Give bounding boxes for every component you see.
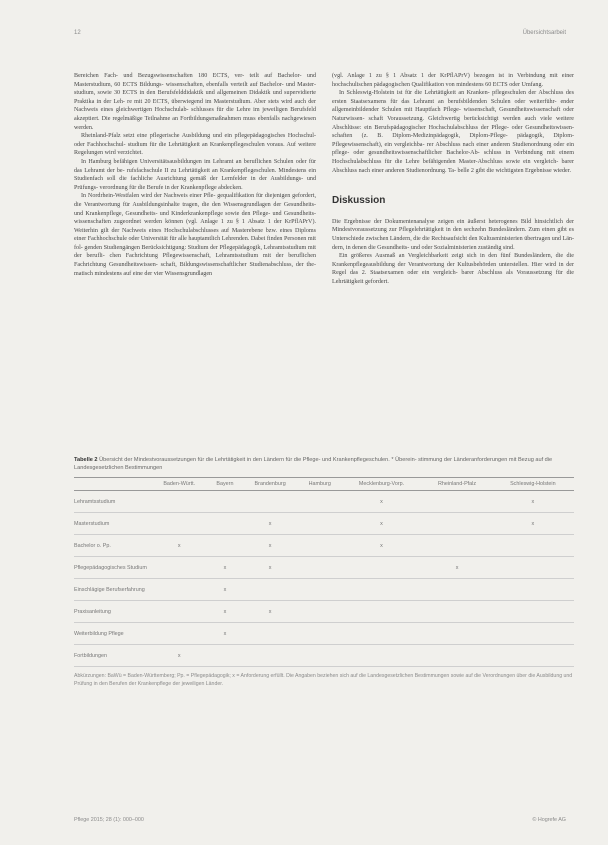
table-cell xyxy=(299,535,341,557)
row-label: Fortbildungen xyxy=(74,645,150,667)
table-cell: x xyxy=(492,513,574,535)
row-label: Bachelor o. Pp. xyxy=(74,535,150,557)
table-cell xyxy=(299,579,341,601)
table-cell xyxy=(341,557,423,579)
table-cell xyxy=(208,535,241,557)
table-cell xyxy=(150,601,208,623)
table-row xyxy=(74,645,574,667)
column-header: Rheinland-Pfalz xyxy=(422,478,491,491)
table-cell xyxy=(492,645,574,667)
table-row xyxy=(74,491,574,513)
two-column-body xyxy=(74,72,574,452)
table-cell xyxy=(299,491,341,513)
table-footnote: Abkürzungen: BaWü = Baden-Württemberg; Pp. = Pflegepädagogik; x = Anforderung erfüllt. Die Angaben beziehen sich auf die Landesgesetzlichen Bestimmungen sowie auf die Verordnungen über die Ausbildung und Prüfung in den Berufen der Krankenpflege der jeweiligen Länder. xyxy=(74,673,573,687)
table-cell: x xyxy=(208,623,241,645)
paragraph: In Hamburg befähigen Universitätsausbildungen im Lehramt an beruflichen Schulen oder für das Lehramt der be- rufsfachschule II zu Lehrtätigkeit an Krankenpflegeschulen. Mindestens ein Studienfach soll die fachliche Ausrichtung gemäß der Lernfelder in der Ausbildungs- und Prüfungs- verordnung für die Berufe in der Krankenpflege abdecken. xyxy=(74,158,316,191)
table-cell xyxy=(150,513,208,535)
table-row xyxy=(74,557,574,579)
page-footer xyxy=(74,817,566,823)
table-cell xyxy=(241,579,298,601)
right-column xyxy=(332,72,574,452)
column-header: Brandenburg xyxy=(241,478,298,491)
table-cell xyxy=(341,579,423,601)
table-cell xyxy=(150,557,208,579)
section-heading-discussion: Diskussion xyxy=(332,195,386,207)
table-cell xyxy=(492,601,574,623)
table-cell xyxy=(299,557,341,579)
paragraph: In Nordrhein-Westfalen wird der Nachweis einer Pfle- gequalifikation für diejenigen gefordert, die Verantwortung für Ausbildungsinhalte tragen, die den Wissensgrundlagen der Gesundheits- und Krankenpflege, Gesundheits- und Kinderkrankenpflege sowie den Pflege- und Gesundheits- wissenschaften zugeordnet werden können (vgl. Anlage 1 zu § 1 Absatz 1 der KrPflAPrV). Weiterhin gilt der Nachweis eines Hochschulabschlusses auf Masterebene bzw. eines Diploms einer Fachhochschule oder Universität für alle hauptamtlich Lehrenden. Dabei finden Personen mit fol- genden Studiengängen Berücksichtigung: Studium der Pflegepädagogik, Lehramtsstudium mit der berufli- chen Fachrichtung Pflegewissenschaft, Lehramtsstudium mit der beruflichen Fachrichtung Gesundheitswissen- schaft, Bildungswissenschaftlicher Studienabschluss, der the- matisch mindestens auf eine der vier Wissensgrundlagen xyxy=(74,193,316,277)
paragraph: Rheinland-Pfalz setzt eine pflegerische Ausbildung und ein pflegepädagogisches Hochschul- oder Fachhochschul- studium für die Lehrtätigkeit an Krankenpflegeschulen voraus. Auf weitere Regelungen wird verzichtet. xyxy=(74,133,316,157)
table-cell xyxy=(341,623,423,645)
table-cell xyxy=(150,491,208,513)
table-cell: x xyxy=(208,557,241,579)
table-cell: x xyxy=(241,513,298,535)
table-cell xyxy=(208,491,241,513)
column-header: Mecklenburg-Vorp. xyxy=(341,478,423,491)
table-cell xyxy=(422,601,491,623)
table-cell xyxy=(422,579,491,601)
table-cell xyxy=(241,491,298,513)
table-cell: x xyxy=(208,579,241,601)
table-caption-text: Übersicht der Mindestvoraussetzungen für die Lehrtätigkeit in den Ländern für die Pflege- und Krankenpflegeschulen. * Überein- stimmung der Länderanforderungen mit Bezug auf die Landesgesetzlichen Bestimmungen xyxy=(74,457,553,471)
column-header: Bayern xyxy=(208,478,241,491)
column-header: Schleswig-Holstein xyxy=(492,478,574,491)
footer-publisher: © Hogrefe AG xyxy=(532,817,566,823)
table-cell xyxy=(241,645,298,667)
paragraph: In Schleswig-Holstein ist für die Lehrtätigkeit an Kranken- pflegeschulen der Abschluss des ersten Staatsexamens für das Lehramt an berufsbildenden Schulen oder weiterführ- ender allgemeinbildender Schulen mit Hauptfach Pflege- wissenschaft, Gesundheitswissenschaft oder Naturwissen- schaft Voraussetzung. Gleichwertig berücksichtigt werden auch viele weitere Abschlüsse: ein Berufspädagogischer Hochschulabschluss der Pflege- oder Gesundheitswissen- schaften (z. B. Diplom-Medizinpädagogik, Diplom-Pflege- pädagogik, Diplom-Pflegewissenschaft), ein vergleichba- rer Abschluss nach einer anderen Studienordnung oder ein pflege- oder gesundheitswissenschaftlicher Bachelor-Ab- schluss in Verbindung mit einem Hochschulabschluss für die Lehre befähigenden Master-Abschluss sowie ein vergleich- barer Abschluss nach einer anderen Studienordnung. Ta- belle 2 gibt die wichtigsten Ergebnisse wieder. xyxy=(332,90,574,174)
row-label: Praxisanleitung xyxy=(74,601,150,623)
table-cell xyxy=(422,513,491,535)
table-cell xyxy=(492,557,574,579)
table-row xyxy=(74,513,574,535)
table-cell xyxy=(422,535,491,557)
paragraph: Bereichen Fach- und Bezugswissenschaften 180 ECTS, ver- teilt auf Bachelor- und Masterstudium, 60 ECTS Bildungs- wissenschaften, ebenfalls verteilt auf Bachelor- und Master- studium, sowie 30 ECTS in den Berufsfelddidaktik und allgemeinen Didaktik und supervidierte Praktika in der Leh- re mit 20 ECTS, überwiegend im Masterstudium. Aber stets wird auch der Nachweis eines gleichwertigen Hochschulab- schlusses für die Lehre im jeweiligen Berufsfeld akzeptiert. Die regelmäßige Teilnahme an Fortbildungsmaßnahmen muss ebenfalls nachgewiesen werden. xyxy=(74,73,316,131)
table-cell xyxy=(150,623,208,645)
table-cell: x xyxy=(341,513,423,535)
paragraph: (vgl. Anlage 1 zu § 1 Absatz 1 der KrPflAPrV) bezogen ist in Verbindung mit einer hochschulischen pädagogischen Qualifikation von mindestens 60 ECTS oder Umfang. xyxy=(332,73,574,88)
table-2-block xyxy=(74,456,574,688)
table-row xyxy=(74,623,574,645)
table-row xyxy=(74,601,574,623)
table-cell: x xyxy=(150,535,208,557)
table-cell xyxy=(299,645,341,667)
paragraph: Ein größeres Ausmaß an Vergleichbarkeit zeigt sich in den fünf Bundesländern, die die Krankenpflegeausbildung der Verantwortung der Kultusbehörden unterstellen. Hier wird in der Regel das 2. Staatsexamen oder ein vergleich- barer Abschluss als Voraussetzung für die Lehrtätigkeit gefordert. xyxy=(332,253,574,285)
running-head xyxy=(74,30,566,36)
table-cell xyxy=(422,645,491,667)
table-cell: x xyxy=(241,557,298,579)
table-cell xyxy=(241,623,298,645)
table-caption xyxy=(74,456,574,472)
table-cell xyxy=(299,513,341,535)
table-cell: x xyxy=(208,601,241,623)
table-body xyxy=(74,491,574,667)
table-cell: x xyxy=(241,601,298,623)
left-column xyxy=(74,72,316,452)
table-cell xyxy=(422,623,491,645)
row-label: Masterstudium xyxy=(74,513,150,535)
table-cell xyxy=(341,601,423,623)
paragraph: Die Ergebnisse der Dokumentenanalyse zeigen ein äußerst heterogenes Bild hinsichtlich der Mindestvoraussetzung zur Pflegelehrtätigkeit in den sechzehn Bundesländern. Zum einen gibt es Unterschiede zwischen Ländern, die die Rechtsaufsicht den Kultusministerien übertragen und Län- dern, in denen die Gesundheits- und oder Sozialministerien zuständig sind. xyxy=(332,218,574,251)
requirements-table xyxy=(74,477,574,667)
row-label: Einschlägige Berufserfahrung xyxy=(74,579,150,601)
table-cell xyxy=(299,601,341,623)
table-cell xyxy=(422,491,491,513)
table-cell xyxy=(150,579,208,601)
footer-citation: Pflege 2015; 28 (1): 000–000 xyxy=(74,817,144,823)
column-header: Baden-Württ. xyxy=(150,478,208,491)
table-cell xyxy=(299,623,341,645)
table-cell: x xyxy=(341,535,423,557)
row-label: Pflegepädagogisches Studium xyxy=(74,557,150,579)
table-cell: x xyxy=(341,491,423,513)
table-cell xyxy=(208,513,241,535)
table-cell: x xyxy=(492,491,574,513)
table-cell xyxy=(492,579,574,601)
table-cell: x xyxy=(150,645,208,667)
table-cell xyxy=(492,623,574,645)
table-header-corner xyxy=(74,478,150,491)
running-head-section: Übersichtsarbeit xyxy=(522,30,566,36)
row-label: Lehramtsstudium xyxy=(74,491,150,513)
table-row xyxy=(74,535,574,557)
table-cell: x xyxy=(241,535,298,557)
row-label: Weiterbildung Pflege xyxy=(74,623,150,645)
table-cell xyxy=(492,535,574,557)
table-cell xyxy=(341,645,423,667)
table-row xyxy=(74,579,574,601)
column-header: Hamburg xyxy=(299,478,341,491)
table-cell xyxy=(208,645,241,667)
table-header-row xyxy=(74,478,574,491)
page-number: 12 xyxy=(74,30,81,36)
table-caption-label: Tabelle 2 xyxy=(74,457,98,463)
table-cell: x xyxy=(422,557,491,579)
